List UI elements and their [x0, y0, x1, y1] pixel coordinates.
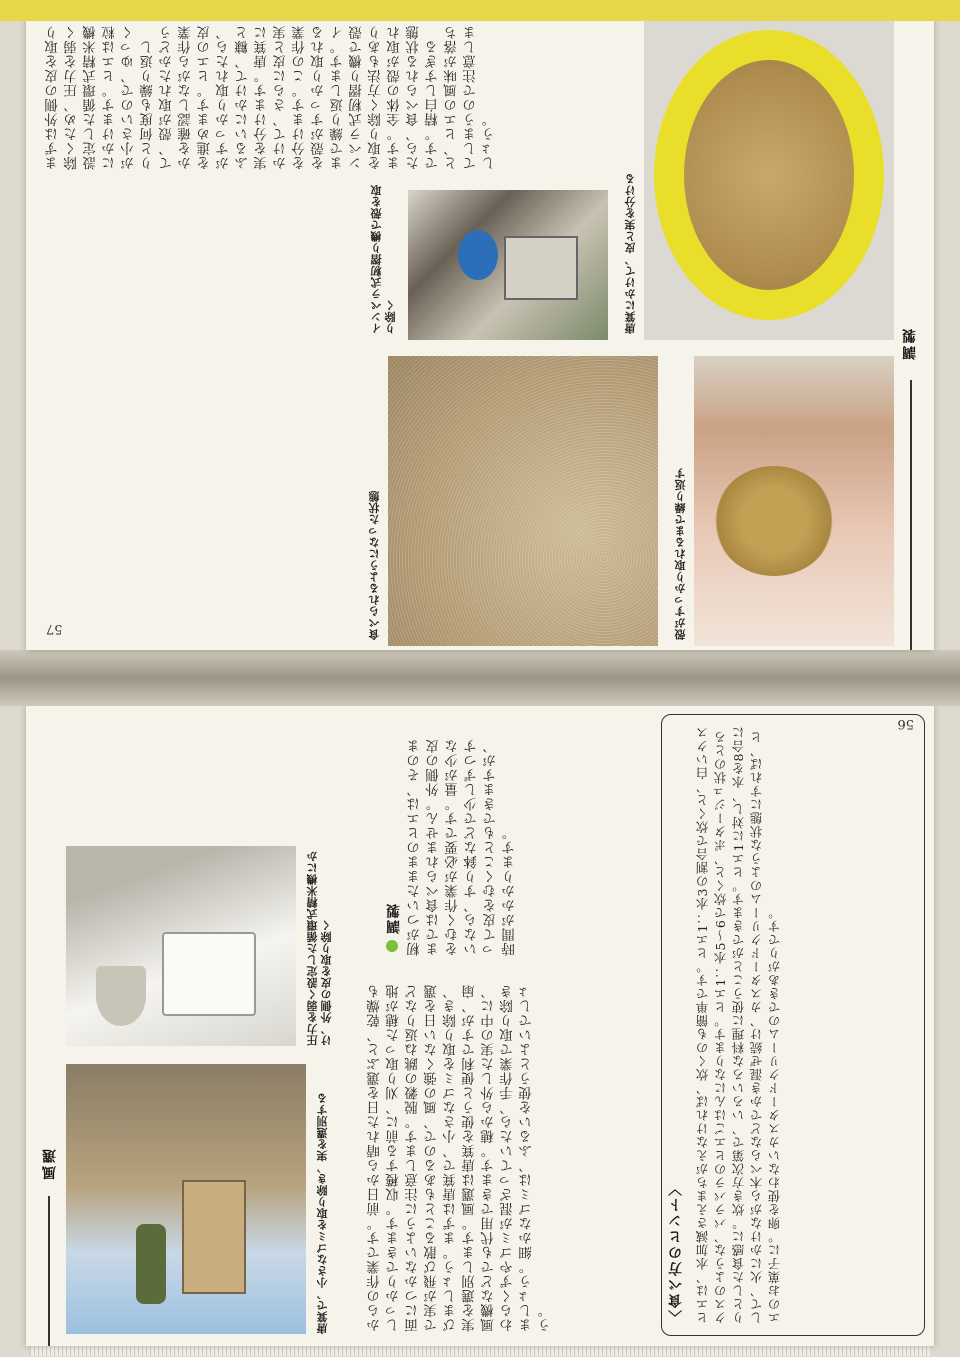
- winnowing-photo: [66, 1064, 306, 1334]
- hint-text: ヒエは、水加減さえまちがえなければ、炊くのも簡単です。ヒエ1：水3の割合で炊くと、白いクスクスのような、パラパラのヒエごはんになります。ヒエ1：水5〜6で炊くと、ポタージュ状のとろりとした食感に。炊き方次第で、いろいろな料理に使うことができます。ヒエ1に対し、水を8合にして、火にかけながら木べらなどでかき混ぜ続け、カスタードクリームのような状態にすれば、ヒエのお菓子に。卵を使わないカスタードクリームのできあがりです。: [695, 725, 782, 1324]
- section-title-prep: 調製: [902, 326, 918, 360]
- grain-closeup-photo: [388, 356, 658, 646]
- page-number-56: 56: [897, 716, 914, 731]
- hand-grain-caption: 殻がすっかり取れるまで繰り返す: [674, 467, 687, 640]
- subsection-text: 籾がついたままのヒエは、そのままでは食べられません。外側の皮をむく作業が必要です。量が少ないなら、すり鉢などで少しずつすって皮をむくこともできますが、時間がかかります。: [407, 738, 518, 956]
- page-edge-top: [30, 1346, 930, 1356]
- yellow-table-edge: [0, 0, 960, 21]
- yellow-bowl-caption: 唐箕にかけて、皮と実を分ける: [624, 173, 637, 334]
- huller-caption: インペラ式籾摺り機で殻を取り除く: [370, 184, 397, 334]
- subsection-head: 調製: [386, 902, 402, 934]
- hint-title: 〈食べ方のヒント〉: [668, 1180, 684, 1324]
- section-rule: [48, 1196, 50, 1346]
- gutter: [0, 650, 960, 706]
- page-number-57: 57: [46, 621, 63, 636]
- hand-grain-photo: [694, 356, 894, 646]
- body-text-56: からの作業です。前日から晴れた日を選ぶと、乾燥もしっかりできます。収穫する前に、刈り取った穂が地面につかないように注意します。脱穀の跳ね返りなどで実が飛び散ることもあるので、風の強くない日を選びましょう。まずは唐箕で、小さなゴミを取り除き、実を選別します。風選は唐箕を使うと便利ですが、扇風機などでも代用できます。穂から外した実の中に、わらくずやゴミが混ざっていたら、手作業で取り除きましょう。細かなゴミは、ふるいを使うとよいでしょう。: [367, 984, 554, 1332]
- huller-photo: [408, 190, 608, 340]
- grain-closeup-caption: 食べられるようになった状態: [368, 490, 381, 640]
- section-title-wind: 風選: [42, 1146, 58, 1180]
- polisher-caption: 圧力を弱く設定した循環式精米機にかけ、外側の皮を取り除く: [306, 850, 333, 1046]
- section-rule-57: [910, 380, 912, 650]
- yellow-bowl-photo: [644, 20, 894, 340]
- page-56: [26, 706, 934, 1346]
- polisher-photo: [66, 846, 296, 1046]
- body-text-57: まずは外側の皮を取り除くため、圧力を弱く設定した循環式精米機にかけます。ヒエは粒が小さいので、ゆっくりと何度も繰り返して、殻が取れたかどうかを確認しながら作業を進めます。ヒエの皮がすっかり取れたら、ふるいにかけて、糠と実を分けます。唐箕にかけて、さらに皮と実を分けます。この作業を殻がすっかり取れるまで繰り返します。インペラ式籾摺り機で殻を取り除く方法もあります。全体の殻が取れたら、食べられる状態です。精白しすぎると、ヒエの風味が落ちてしまうので注意しましょう。: [45, 25, 498, 170]
- page-57: [26, 4, 934, 650]
- winnowing-caption: 唐箕で、小さなゴミを取り除き、実を選別する: [316, 1092, 329, 1334]
- subsection-dot: [386, 940, 398, 952]
